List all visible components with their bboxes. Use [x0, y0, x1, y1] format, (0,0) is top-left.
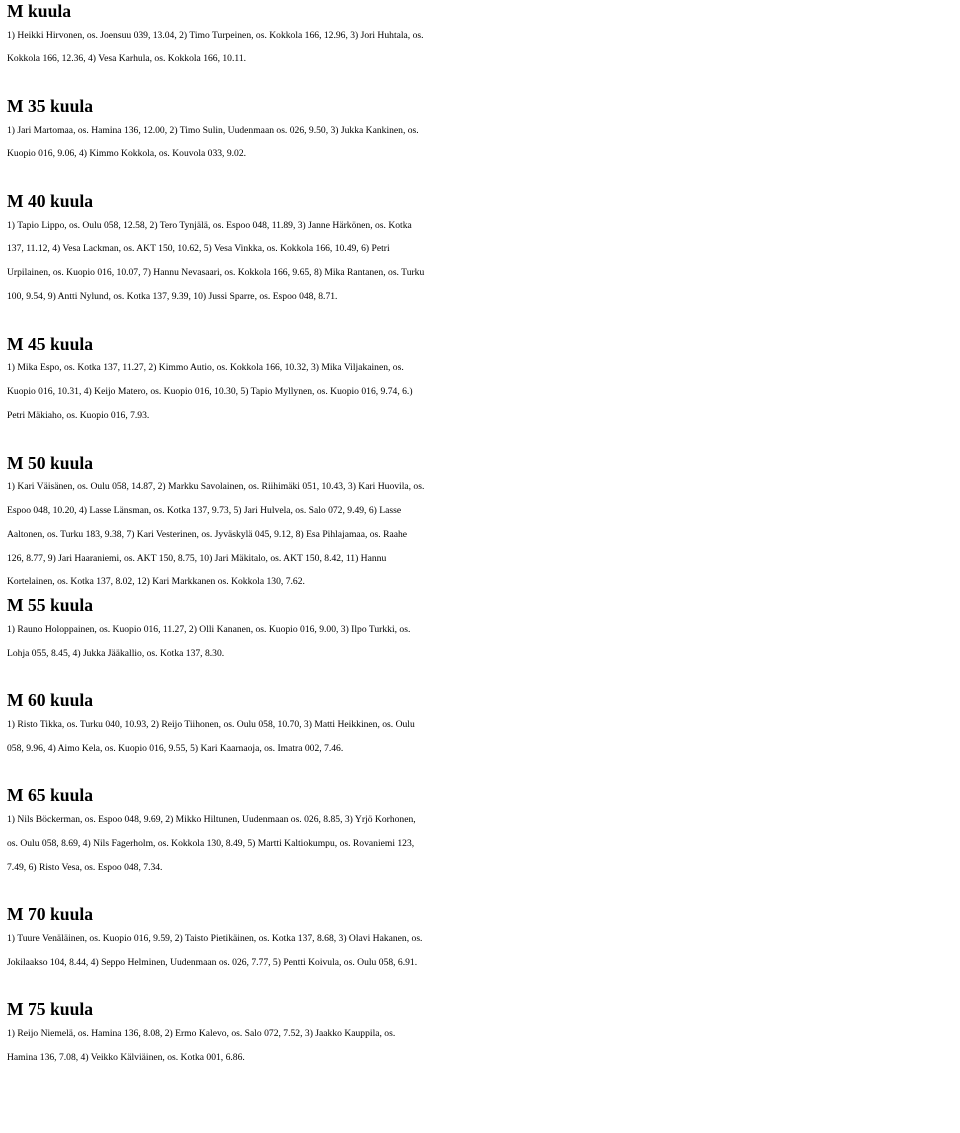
section-heading: M 70 kuula	[7, 904, 94, 925]
results-line: 1) Kari Väisänen, os. Oulu 058, 14.87, 2) Markku Savolainen, os. Riihimäki 051, 10.43, 3) Kari Huovila, os.	[7, 481, 425, 493]
results-line: 137, 11.12, 4) Vesa Lackman, os. AKT 150, 10.62, 5) Vesa Vinkka, os. Kokkola 166, 10.49, 6) Petri	[7, 243, 390, 255]
section-heading: M 45 kuula	[7, 333, 94, 354]
section-heading: M 60 kuula	[7, 690, 94, 711]
results-line: Kortelainen, os. Kotka 137, 8.02, 12) Kari Markkanen os. Kokkola 130, 7.62.	[7, 576, 305, 588]
results-section	[7, 784, 960, 879]
results-paragraph	[7, 1022, 960, 1070]
results-line: 1) Rauno Holoppainen, os. Kuopio 016, 11.27, 2) Olli Kananen, os. Kuopio 016, 9.00, 3) Ilpo Turkki, os.	[7, 623, 411, 635]
results-line: 1) Nils Böckerman, os. Espoo 048, 9.69, 2) Mikko Hiltunen, Uudenmaan os. 026, 8.85, 3) Yrjö Korhonen,	[7, 813, 416, 825]
results-line: 1) Risto Tikka, os. Turku 040, 10.93, 2) Reijo Tiihonen, os. Oulu 058, 10.70, 3) Matti Heikkinen, os. Oulu	[7, 718, 415, 730]
results-line: os. Oulu 058, 8.69, 4) Nils Fagerholm, os. Kokkola 130, 8.49, 5) Martti Kaltiokumpu, os. Rovaniemi 123,	[7, 837, 415, 849]
results-paragraph	[7, 214, 960, 309]
results-line: Petri Mäkiaho, os. Kuopio 016, 7.93.	[7, 409, 150, 421]
results-section	[7, 452, 960, 594]
results-document	[7, 0, 960, 1070]
results-line: Kokkola 166, 12.36, 4) Vesa Karhula, os. Kokkola 166, 10.11.	[7, 53, 247, 65]
results-section	[7, 333, 960, 428]
results-paragraph	[7, 618, 960, 666]
results-line: Espoo 048, 10.20, 4) Lasse Länsman, os. Kotka 137, 9.73, 5) Jari Hulvela, os. Salo 072, 9.49, 6) Lasse	[7, 505, 402, 517]
results-line: 100, 9.54, 9) Antti Nylund, os. Kotka 137, 9.39, 10) Jussi Sparre, os. Espoo 048, 8.71.	[7, 291, 338, 303]
results-section	[7, 689, 960, 760]
results-paragraph	[7, 927, 960, 975]
section-heading: M 35 kuula	[7, 96, 94, 117]
results-line: Jokilaakso 104, 8.44, 4) Seppo Helminen, Uudenmaan os. 026, 7.77, 5) Pentti Koivula, os. Oulu 058, 6.91.	[7, 956, 418, 968]
results-line: 1) Jari Martomaa, os. Hamina 136, 12.00, 2) Timo Sulin, Uudenmaan os. 026, 9.50, 3) Jukka Kankinen, os.	[7, 124, 419, 136]
results-line: 1) Reijo Niemelä, os. Hamina 136, 8.08, 2) Ermo Kalevo, os. Salo 072, 7.52, 3) Jaakko Kauppila, os.	[7, 1027, 396, 1039]
section-heading: M 40 kuula	[7, 191, 94, 212]
results-section	[7, 95, 960, 166]
results-section	[7, 190, 960, 309]
results-line: Kuopio 016, 9.06, 4) Kimmo Kokkola, os. Kouvola 033, 9.02.	[7, 148, 247, 160]
results-line: 1) Mika Espo, os. Kotka 137, 11.27, 2) Kimmo Autio, os. Kokkola 166, 10.32, 3) Mika Viljakainen, os.	[7, 362, 404, 374]
results-paragraph	[7, 713, 960, 761]
results-paragraph	[7, 24, 960, 72]
results-paragraph	[7, 475, 960, 594]
results-section	[7, 594, 960, 665]
results-section	[7, 903, 960, 974]
results-line: 1) Tuure Venäläinen, os. Kuopio 016, 9.59, 2) Taisto Pietikäinen, os. Kotka 137, 8.68, 3) Olavi Hakanen, os.	[7, 932, 423, 944]
results-paragraph	[7, 808, 960, 879]
section-heading: M kuula	[7, 1, 72, 21]
results-line: Lohja 055, 8.45, 4) Jukka Jääkallio, os. Kotka 137, 8.30.	[7, 647, 225, 659]
results-line: 126, 8.77, 9) Jari Haaraniemi, os. AKT 150, 8.75, 10) Jari Mäkitalo, os. AKT 150, 8.42, 11) Hannu	[7, 552, 387, 564]
results-paragraph	[7, 119, 960, 167]
results-line: 058, 9.96, 4) Aimo Kela, os. Kuopio 016, 9.55, 5) Kari Kaarnaoja, os. Imatra 002, 7.46.	[7, 742, 344, 754]
results-line: Hamina 136, 7.08, 4) Veikko Kälviäinen, os. Kotka 001, 6.86.	[7, 1051, 245, 1063]
results-line: Kuopio 016, 10.31, 4) Keijo Matero, os. Kuopio 016, 10.30, 5) Tapio Myllynen, os. Kuopio 016, 9.74, 6.)	[7, 386, 413, 398]
section-heading: M 65 kuula	[7, 785, 94, 806]
results-line: 7.49, 6) Risto Vesa, os. Espoo 048, 7.34.	[7, 861, 163, 873]
results-paragraph	[7, 356, 960, 427]
results-line: Aaltonen, os. Turku 183, 9.38, 7) Kari Vesterinen, os. Jyväskylä 045, 9.12, 8) Esa Pihlajamaa, os. Raahe	[7, 528, 408, 540]
results-section	[7, 998, 960, 1069]
section-heading: M 50 kuula	[7, 452, 94, 473]
section-heading: M 75 kuula	[7, 999, 94, 1020]
section-heading: M 55 kuula	[7, 595, 94, 616]
results-line: 1) Heikki Hirvonen, os. Joensuu 039, 13.04, 2) Timo Turpeinen, os. Kokkola 166, 12.96, 3) Jori Huhtala, os.	[7, 29, 424, 41]
results-section	[7, 0, 960, 71]
results-line: 1) Tapio Lippo, os. Oulu 058, 12.58, 2) Tero Tynjälä, os. Espoo 048, 11.89, 3) Janne Härkönen, os. Kotka	[7, 219, 412, 231]
results-line: Urpilainen, os. Kuopio 016, 10.07, 7) Hannu Nevasaari, os. Kokkola 166, 9.65, 8) Mika Rantanen, os. Turku	[7, 267, 425, 279]
